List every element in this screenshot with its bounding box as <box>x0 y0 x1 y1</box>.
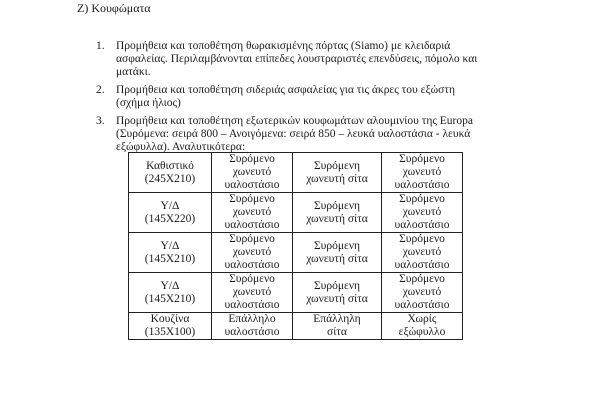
table-cell: Συρόμενο χωνευτό υαλοστάσιο <box>382 273 463 313</box>
table-row <box>129 273 463 313</box>
item-text <box>116 84 526 110</box>
table-cell: Συρόμενο χωνευτό υαλοστάσιο <box>212 233 293 273</box>
item-line: Προμήθεια και τοποθέτηση θωρακισμένης πόρτας (Siamo) με κλειδαριά <box>116 40 451 52</box>
table-cell: Συρόμενο χωνευτό υαλοστάσιο <box>212 193 293 233</box>
table-cell: Συρόμενη χωνευτή σίτα <box>293 273 382 313</box>
item-line: Προμήθεια και τοποθέτηση σιδεριάς ασφαλείας για τις άκρες του εξώστη <box>116 84 455 96</box>
table-row <box>129 193 463 233</box>
item-number: 1. <box>96 40 105 52</box>
table-cell: Καθιστικό (245Χ210) <box>129 153 212 193</box>
table-row <box>129 153 463 193</box>
item-number: 2. <box>96 84 105 96</box>
item-text <box>116 40 526 79</box>
section-heading: Ζ) Κουφώματα <box>77 1 151 15</box>
table-cell: Συρόμενη χωνευτή σίτα <box>293 153 382 193</box>
table-cell: Υ/Δ (145Χ210) <box>129 273 212 313</box>
item-line: ματάκι. <box>116 66 151 78</box>
list-item <box>96 40 526 79</box>
item-line: (Συρόμενα: σειρά 800 – Ανοιγόμενα: σειρά 850 – λευκά υαλοστάσια - λευκά <box>116 128 471 140</box>
list-item <box>96 84 526 110</box>
table-cell: Συρόμενο χωνευτό υαλοστάσιο <box>212 153 293 193</box>
table-cell: Συρόμενο χωνευτό υαλοστάσιο <box>382 233 463 273</box>
item-line: ασφαλείας. Περιλαμβάνονται επίπεδες λουστραριστές επενδύσεις, πόμολο και <box>116 53 478 65</box>
table-row <box>129 233 463 273</box>
item-text <box>116 115 526 154</box>
table-cell: Επάλληλη σίτα <box>293 313 382 340</box>
table-cell: Συρόμενη χωνευτή σίτα <box>293 233 382 273</box>
table-cell: Χωρίς εξώφυλλο <box>382 313 463 340</box>
table-cell: Υ/Δ (145Χ210) <box>129 233 212 273</box>
table-cell: Υ/Δ (145Χ220) <box>129 193 212 233</box>
item-number: 3. <box>96 115 105 127</box>
table-row <box>129 313 463 340</box>
table-cell: Συρόμενο χωνευτό υαλοστάσιο <box>382 153 463 193</box>
table-cell: Συρόμενο χωνευτό υαλοστάσιο <box>212 273 293 313</box>
table-cell: Συρόμενη χωνευτή σίτα <box>293 193 382 233</box>
table-cell: Επάλληλο υαλοστάσιο <box>212 313 293 340</box>
item-list <box>96 40 526 159</box>
windows-spec-table <box>128 152 463 340</box>
list-item <box>96 115 526 154</box>
item-line: Προμήθεια και τοποθέτηση εξωτερικών κουφωμάτων αλουμινίου της Europa <box>116 115 473 127</box>
table-cell: Κουζίνα (135Χ100) <box>129 313 212 340</box>
item-line: εξώφυλλα). Αναλυτικότερα: <box>116 141 246 153</box>
table-cell: Συρόμενο χωνευτό υαλοστάσιο <box>382 193 463 233</box>
item-line: (σχήμα ήλιος) <box>116 97 181 109</box>
